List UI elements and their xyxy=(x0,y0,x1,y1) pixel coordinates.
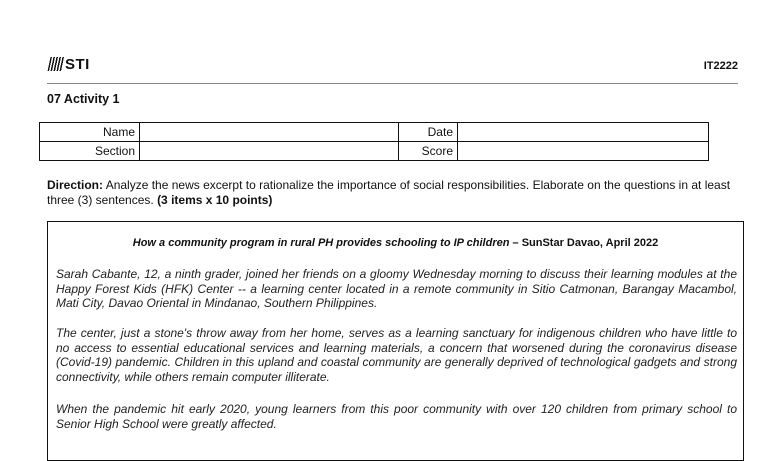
activity-title: 07 Activity 1 xyxy=(47,92,120,106)
sti-logo xyxy=(49,55,90,73)
date-field[interactable] xyxy=(458,123,709,142)
direction-points: (3 items x 10 points) xyxy=(157,193,273,207)
sti-logo-text: STI xyxy=(65,55,90,73)
article-paragraph: When the pandemic hit early 2020, young learners from this poor community with over 120 children from primary school to Senior High School were greatly affected. xyxy=(56,402,737,431)
direction-body: Analyze the news excerpt to rationalize the importance of social responsibilities. Elaborate on the questions in at least three (3) sentences. xyxy=(47,178,731,207)
article-paragraph: Sarah Cabante, 12, a ninth grader, joined her friends on a gloomy Wednesday morning to discuss their learning modules at the Happy Forest Kids (HFK) Center -- a learning center located in a remote community in Sitio Catmonan, Barangay Macambol, Mati City, Davao Oriental in Mindanao, Southern Philippines. xyxy=(56,267,737,311)
direction-label: Direction: xyxy=(47,178,104,192)
headline-source: SunStar Davao, April 2022 xyxy=(521,237,659,249)
headline-text: How a community program in rural PH provides schooling to IP children – xyxy=(132,237,522,249)
date-label: Date xyxy=(399,123,458,142)
course-code: IT2222 xyxy=(703,60,738,72)
score-label: Score xyxy=(399,142,458,161)
name-field[interactable] xyxy=(140,123,399,142)
section-label: Section xyxy=(40,142,140,161)
name-label: Name xyxy=(40,123,140,142)
article-paragraph: The center, just a stone's throw away from her home, serves as a learning sanctuary for indigenous children who have little to no access to essential educational services and learning materials, a concern that worsened during the coronavirus disease (Covid-19) pandemic. Children in this upland and coastal community are generally deprived of technological gadgets and strong connectivity, while others remain computer illiterate. xyxy=(56,326,737,384)
sti-logo-mark-icon xyxy=(48,57,65,71)
news-excerpt-box xyxy=(47,221,744,461)
student-info-table xyxy=(39,122,709,161)
header-divider xyxy=(47,83,738,84)
section-field[interactable] xyxy=(140,142,399,161)
direction-text xyxy=(47,178,742,208)
score-field[interactable] xyxy=(458,142,709,161)
article-headline xyxy=(48,237,743,249)
